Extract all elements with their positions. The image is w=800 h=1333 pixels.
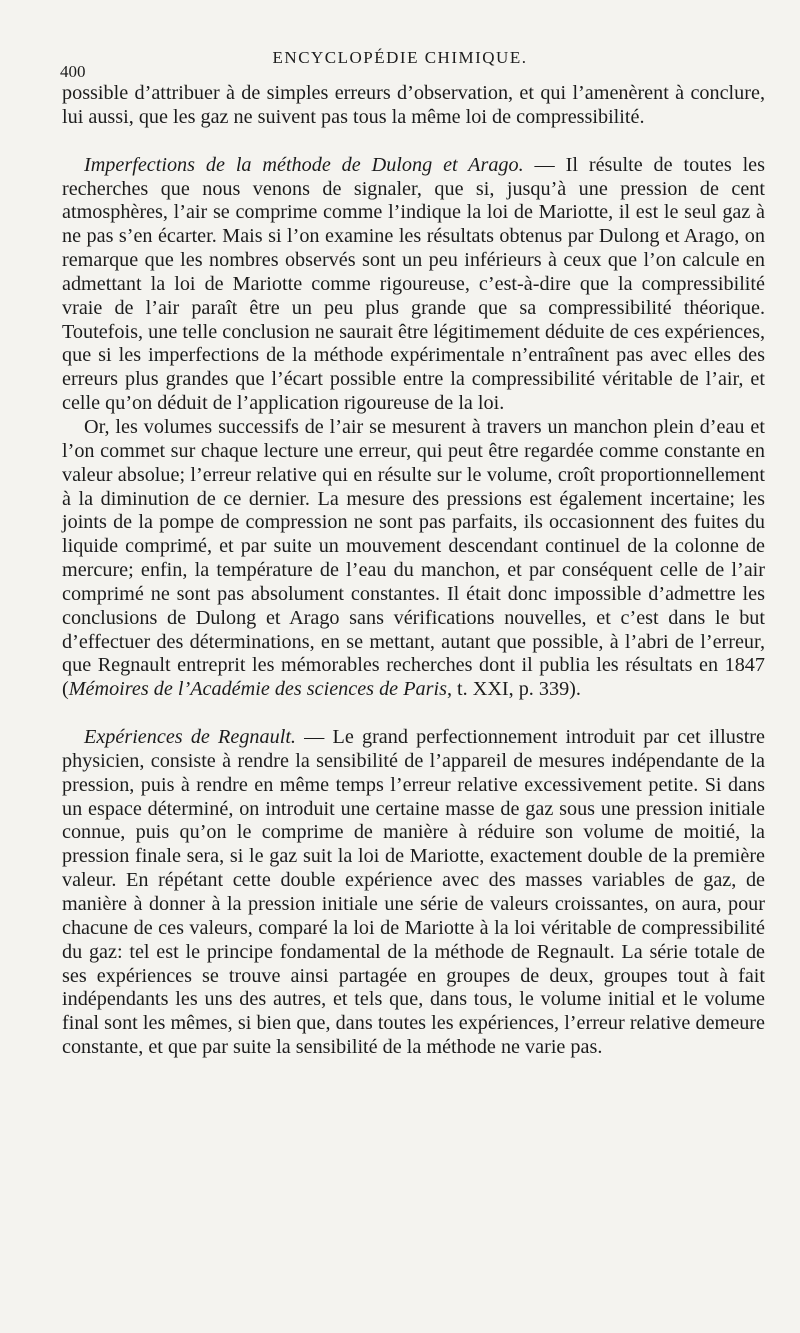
paragraph-measurement-errors	[62, 416, 765, 702]
paragraph-imperfections	[62, 154, 765, 416]
paragraph-text: — Le grand perfectionnement introduit par cet illustre physicien, consiste à rendre la sensibilité de l’appareil de mesures indépendante de la pression, puis à rendre en même temps l’erreur relative excessivement petite. Si dans un espace déterminé, on introduit une certaine masse de gaz sous une pression initiale connue, puis qu’on le comprime de manière à réduire son volume de moitié, la pression finale sera, si le gaz suit la loi de Mariotte, exactement double de la première valeur. En répétant cette double expérience avec des masses variables de gaz, de manière à donner à la pression initiale une série de valeurs croissantes, on aura, pour chacune de ces valeurs, comparé la loi de Mariotte à la loi véritable de compressibilité du gaz: tel est le principe fondamental de la méthode de Regnault. La série totale de ses expériences se trouve ainsi partagée en groupes de deux, groupes tout à fait indépendants les uns des autres, et tels que, dans tous, le volume initial et le volume final sont les mêmes, si bien que, dans toutes les expériences, l’erreur relative demeure constante, et que par suite la sensibilité de la méthode ne varie pas.	[62, 726, 765, 1059]
paragraph-continuation	[62, 82, 765, 130]
page-body	[62, 82, 765, 1060]
page-number: 400	[60, 62, 86, 81]
paragraph-regnault	[62, 726, 765, 1060]
paragraph-text: Or, les volumes successifs de l’air se mesurent à travers un manchon plein d’eau et l’on commet sur chaque lecture une erreur, qui peut être regardée comme constante en valeur absolue; l’erreur relative qui en résulte sur le volume, croît proportionnellement à la diminution de ce dernier. La mesure des pressions est également incertaine; les joints de la pompe de compression ne sont pas parfaits, ils occasionnent des fuites du liquide comprimé, et par suite un mouvement descendant continuel de la colonne de mercure; enfin, la température de l’eau du manchon, et par conséquent celle de l’air comprimé ne sont pas absolument constantes. Il était donc impossible d’admettre les conclusions de Dulong et Arago sans vérifications nouvelles, et c’est dans le but d’effectuer des déterminations, en se mettant, autant que possible, à l’abri de l’erreur, que Regnault entreprit les mémorables recherches dont il publia les résultats en 1847 (	[62, 415, 765, 701]
running-title: ENCYCLOPÉDIE CHIMIQUE.	[272, 48, 528, 67]
citation-title: Mémoires de l’Académie des sciences de Paris	[68, 678, 447, 701]
paragraph-text: possible d’attribuer à de simples erreurs d’observation, et qui l’amenèrent à conclure, lui aussi, que les gaz ne suivent pas tous la même loi de compressibilité.	[62, 82, 765, 128]
section-heading-regnault: Expériences de Regnault.	[84, 726, 296, 749]
paragraph-text: — Il résulte de toutes les recherches que nous venons de signaler, que si, jusqu’à une pression de cent atmosphères, l’air se comprime comme l’indique la loi de Mariotte, il est le seul gaz à ne pas s’en écarter. Mais si l’on examine les résultats obtenus par Dulong et Arago, on remarque que les nombres observés sont un peu inférieurs à ceux que l’on calcule en admettant la loi de Mariotte comme rigoureuse, c’est-à-dire que la compressibilité vraie de l’air paraît être un peu plus grande que sa compressibilité théorique. Toutefois, une telle conclusion ne saurait être légitimement déduite de ces expériences, que si les imperfections de la méthode expérimentale n’entraînent pas avec elles des erreurs plus grandes que l’écart possible entre la compressibilité véritable de l’air, et celle qu’on déduit de l’application rigoureuse de la loi.	[62, 153, 766, 415]
paragraph-text: , t. XXI, p. 339).	[446, 678, 581, 701]
section-heading-imperfections: Imperfections de la méthode de Dulong et Arago.	[84, 153, 524, 176]
